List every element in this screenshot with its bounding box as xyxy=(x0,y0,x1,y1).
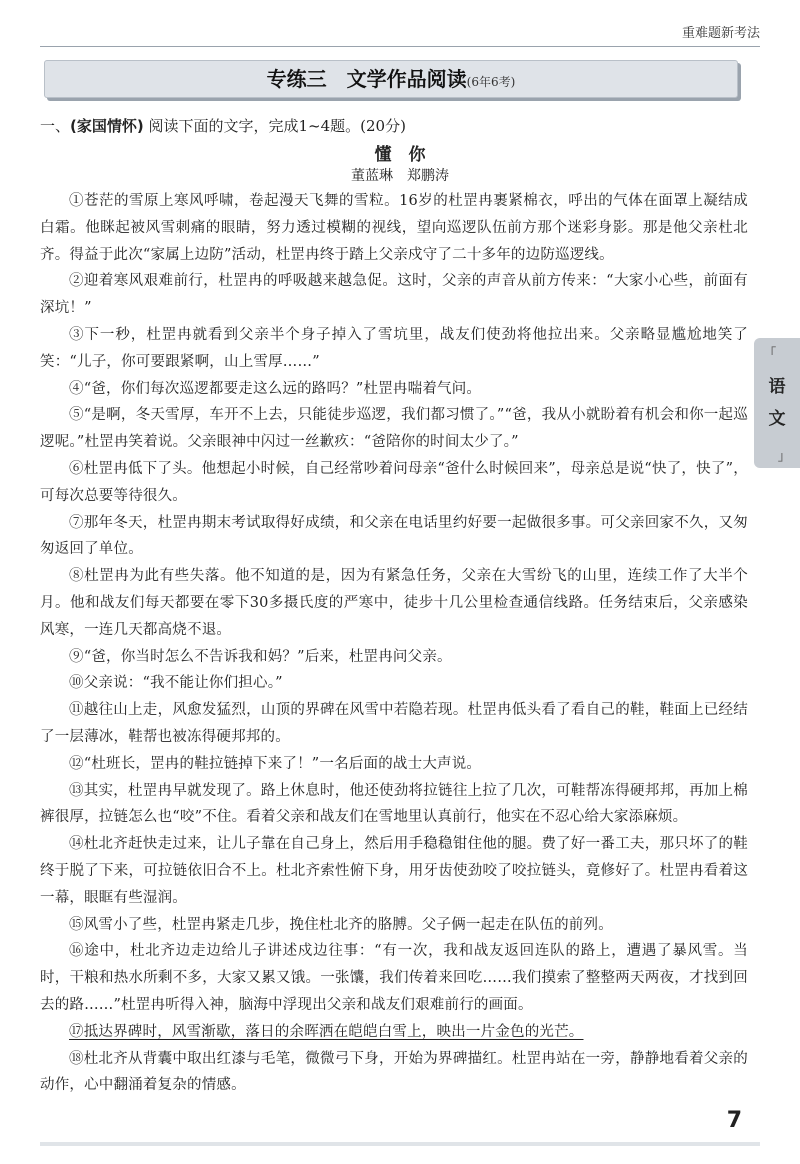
paragraph: ⑤“是啊，冬天雪厚，车开不上去，只能徒步巡逻，我们都习惯了。”“爸，我从小就盼着有机会和你一起巡逻呢。”杜罡冉笑着说。父亲眼神中闪过一丝歉疚：“爸陪你的时间太少了。” xyxy=(40,407,748,451)
header-label: 重难题新考法 xyxy=(681,26,760,41)
essay-body xyxy=(40,188,748,1099)
paragraph: ④“爸，你们每次巡逻都要走这么远的路吗？”杜罡冉喘着气问。 xyxy=(69,380,482,397)
section-heading xyxy=(40,115,406,136)
subject-char-1: 语 xyxy=(768,377,786,397)
title-banner xyxy=(44,60,738,98)
bracket-mark-bottom: 」 xyxy=(777,449,790,463)
paragraph: ⑱杜北齐从背囊中取出红漆与毛笔，微微弓下身，开始为界碑描红。杜罡冉站在一旁，静静地看着父亲的动作，心中翻涌着复杂的情感。 xyxy=(40,1050,748,1094)
paragraph: ①苍茫的雪原上寒风呼啸，卷起漫天飞舞的雪粒。16岁的杜罡冉裹紧棉衣，呼出的气体在面罩上凝结成白霜。他眯起被风雪刺痛的眼睛，努力透过模糊的视线，望向巡逻队伍前方那个迷彩身影。那是他父亲杜北齐。得益于此次“家属上边防”活动，杜罡冉终于踏上父亲戍守了二十多年的边防巡逻线。 xyxy=(40,193,748,263)
essay-authors: 董蓝琳 郑鹏涛 xyxy=(351,168,449,184)
subject-side-tab xyxy=(754,338,800,468)
paragraph: ⑧杜罡冉为此有些失落。他不知道的是，因为有紧急任务，父亲在大雪纷飞的山里，连续工作了大半个月。他和战友们每天都要在零下30多摄氏度的严寒中，徒步十几公里检查通信线路。任务结束后，父亲感染风寒，一连几天都高烧不退。 xyxy=(40,568,748,638)
paragraph: ⑨“爸，你当时怎么不告诉我和妈？”后来，杜罡冉问父亲。 xyxy=(69,648,452,665)
subject-char-2: 文 xyxy=(768,409,786,429)
bracket-mark-top: 「 xyxy=(764,346,777,360)
section-number: 一、 xyxy=(40,117,71,135)
paragraph: ⑭杜北齐赶快走过来，让儿子靠在自己身上，然后用手稳稳钳住他的腿。费了好一番工夫，那只坏了的鞋终于脱了下来，可拉链依旧合不上。杜北齐索性俯下身，用牙齿使劲咬了咬拉链头，竟修好了。杜罡冉看着这一幕，眼眶有些湿润。 xyxy=(40,836,748,906)
page-title: 专练三 文学作品阅读 xyxy=(266,67,467,91)
essay-title: 懂 你 xyxy=(374,145,426,165)
paragraph-underlined: ⑰抵达界碑时，风雪渐歇，落日的余晖洒在皑皑白雪上，映出一片金色的光芒。 xyxy=(69,1023,584,1040)
page-number: 7 xyxy=(726,1108,742,1133)
paragraph: ⑬其实，杜罡冉早就发现了。路上休息时，他还使劲将拉链往上拉了几次，可鞋帮冻得硬邦邦，再加上棉裤很厚，拉链怎么也“咬”不住。看着父亲和战友们在雪地里认真前行，他实在不忍心给大家添麻烦。 xyxy=(40,782,748,826)
header-rule xyxy=(40,46,760,47)
section-instruction: 阅读下面的文字，完成1~4题。(20分) xyxy=(143,117,406,135)
paragraph: ⑩父亲说：“我不能让你们担心。” xyxy=(69,675,283,692)
paragraph: ⑪越往山上走，风愈发猛烈，山顶的界碑在风雪中若隐若现。杜罡冉低头看了看自己的鞋，鞋面上已经结了一层薄冰，鞋帮也被冻得硬邦邦的。 xyxy=(40,702,748,745)
paragraph: ⑫“杜班长，罡冉的鞋拉链掉下来了！”一名后面的战士大声说。 xyxy=(69,755,482,772)
footer-rule xyxy=(40,1142,760,1146)
paragraph: ⑥杜罡冉低下了头。他想起小时候，自己经常吵着问母亲“爸什么时候回来”，母亲总是说“快了，快了”，可每次总要等待很久。 xyxy=(40,460,748,504)
paragraph: ③下一秒，杜罡冉就看到父亲半个身子掉入了雪坑里，战友们使劲将他拉出来。父亲略显尴尬地笑了笑：“儿子，你可要跟紧啊，山上雪厚……” xyxy=(40,326,748,370)
paragraph: ⑮风雪小了些，杜罡冉紧走几步，挽住杜北齐的胳膊。父子俩一起走在队伍的前列。 xyxy=(69,916,613,933)
page-title-note: (6年6考) xyxy=(466,75,516,89)
paragraph: ⑦那年冬天，杜罡冉期末考试取得好成绩，和父亲在电话里约好要一起做很多事。可父亲回家不久，又匆匆返回了单位。 xyxy=(40,514,748,558)
paragraph: ②迎着寒风艰难前行，杜罡冉的呼吸越来越急促。这时，父亲的声音从前方传来：“大家小心些，前面有深坑！” xyxy=(40,273,748,317)
paragraph: ⑯途中，杜北齐边走边给儿子讲述戍边往事：“有一次，我和战友返回连队的路上，遭遇了暴风雪。当时，干粮和热水所剩不多，大家又累又饿。一张馕，我们传着来回吃……我们摸索了整整两天两夜，才找到回去的路……”杜罡冉听得入神，脑海中浮现出父亲和战友们艰难前行的画面。 xyxy=(40,943,748,1013)
section-tag: (家国情怀) xyxy=(70,117,144,135)
